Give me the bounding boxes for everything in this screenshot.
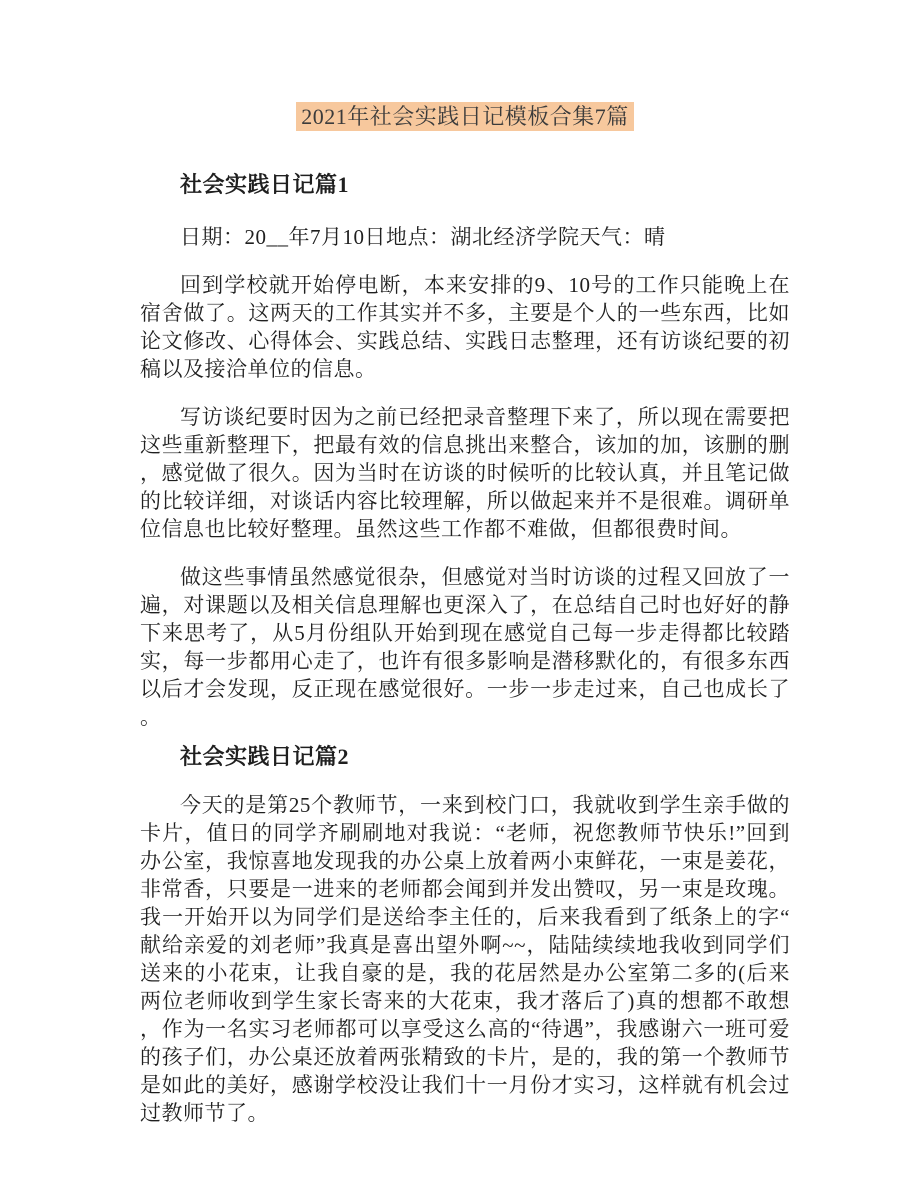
section-2-paragraph-1: 今天的是第25个教师节，一来到校门口，我就收到学生亲手做的卡片，值日的同学齐刷刷地对我说：“老师，祝您教师节快乐!”回到办公室，我惊喜地发现我的办公桌上放着两小束鲜花，一束是姜花，非常香，只要是一进来的老师都会闻到并发出赞叹，另一束是玫瑰。我一开始开以为同学们是送给李主任的，后来我看到了纸条上的字“献给亲爱的刘老师”我真是喜出望外啊~~，陆陆续续地我收到同学们送来的小花束，让我自豪的是，我的花居然是办公室第二多的(后来两位老师收到学生家长寄来的大花束，我才落后了)真的想都不敢想，作为一名实习老师都可以享受这么高的“待遇”，我感谢六一班可爱的孩子们，办公桌还放着两张精致的卡片，是的，我的第一个教师节是如此的美好，感谢学校没让我们十一月份才实习，这样就有机会过过教师节了。 <box>140 793 790 1125</box>
section-2-heading: 社会实践日记篇2 <box>180 744 350 769</box>
section-1-date-line: 日期：20__年7月10日地点：湖北经济学院天气：晴 <box>180 225 666 249</box>
section-1-paragraph-1: 回到学校就开始停电断，本来安排的9、10号的工作只能晚上在宿舍做了。这两天的工作其实并不多，主要是个人的一些东西，比如论文修改、心得体会、实践总结、实践日志整理，还有访谈纪要的初稿以及接洽单位的信息。 <box>140 273 790 381</box>
document-title <box>140 103 790 135</box>
section-1-paragraph-2: 写访谈纪要时因为之前已经把录音整理下来了，所以现在需要把这些重新整理下，把最有效的信息挑出来整合，该加的加，该删的删，感觉做了很久。因为当时在访谈的时候听的比较认真，并且笔记做的比较详细，对谈话内容比较理解，所以做起来并不是很难。调研单位信息也比较好整理。虽然这些工作都不难做，但都很费时间。 <box>140 405 790 541</box>
section-1-heading: 社会实践日记篇1 <box>180 172 350 197</box>
section-1-paragraph-3: 做这些事情虽然感觉很杂，但感觉对当时访谈的过程又回放了一遍，对课题以及相关信息理解也更深入了，在总结自己时也好好的静下来思考了，从5月份组队开始到现在感觉自己每一步走得都比较踏实，每一步都用心走了，也许有很多影响是潜移默化的，有很多东西以后才会发现，反正现在感觉很好。一步一步走过来，自己也成长了。 <box>140 565 790 729</box>
document-title-text: 2021年社会实践日记模板合集7篇 <box>296 102 634 131</box>
